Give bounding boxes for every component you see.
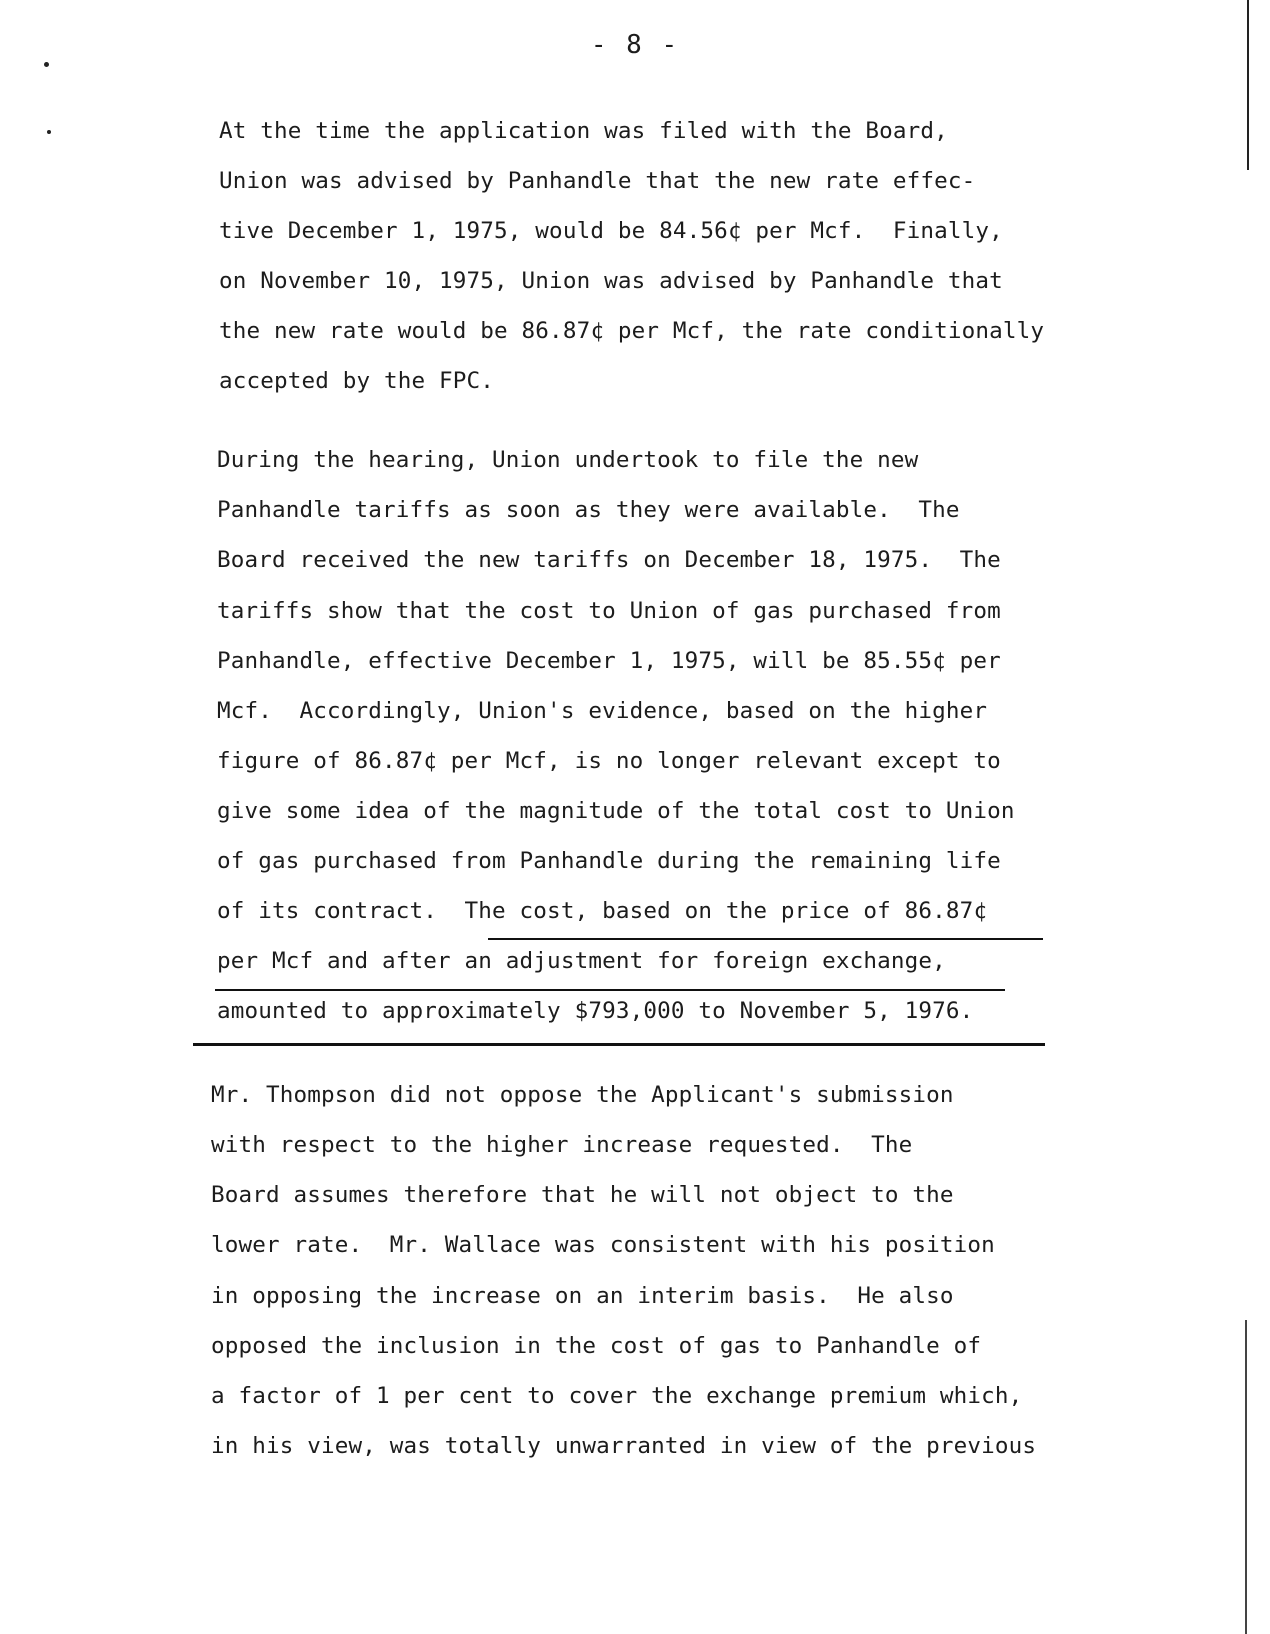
text-line: of its contract. The cost, based on the price of 86.87¢: [217, 898, 988, 924]
text-line: figure of 86.87¢ per Mcf, is no longer relevant except to: [217, 748, 1001, 774]
text-line: the new rate would be 86.87¢ per Mcf, the rate conditionally: [219, 318, 1045, 344]
text-line: Board received the new tariffs on December 18, 1975. The: [217, 547, 1001, 573]
page-number: - 8 -: [590, 30, 680, 60]
text-line: Panhandle tariffs as soon as they were available. The: [217, 497, 960, 523]
text-line: Mcf. Accordingly, Union's evidence, based on the higher: [217, 698, 988, 724]
page-edge-line: [1245, 1320, 1247, 1634]
margin-dot: [47, 130, 51, 134]
text-line: opposed the inclusion in the cost of gas to Panhandle of: [211, 1333, 982, 1359]
text-line: amounted to approximately $793,000 to November 5, 1976.: [217, 998, 974, 1024]
text-line: At the time the application was filed with the Board,: [219, 118, 948, 144]
text-line: of gas purchased from Panhandle during the remaining life: [217, 848, 1001, 874]
text-line: Mr. Thompson did not oppose the Applicant's submission: [211, 1082, 954, 1108]
text-line: on November 10, 1975, Union was advised by Panhandle that: [219, 268, 1003, 294]
text-line: accepted by the FPC.: [219, 368, 495, 394]
text-line: per Mcf and after an adjustment for foreign exchange,: [217, 948, 946, 974]
text-line: a factor of 1 per cent to cover the exchange premium which,: [211, 1383, 1023, 1409]
text-line: tive December 1, 1975, would be 84.56¢ per Mcf. Finally,: [219, 218, 1003, 244]
text-line: Board assumes therefore that he will not object to the: [211, 1182, 954, 1208]
text-line: tariffs show that the cost to Union of gas purchased from: [217, 598, 1001, 624]
underline-mark: [215, 989, 1005, 991]
text-line: in his view, was totally unwarranted in view of the previous: [211, 1433, 1037, 1459]
text-line: give some idea of the magnitude of the total cost to Union: [217, 798, 1015, 824]
margin-dot: [44, 62, 49, 67]
page-edge-line: [1247, 0, 1249, 170]
underline-mark: [488, 938, 1043, 940]
text-line: Panhandle, effective December 1, 1975, will be 85.55¢ per: [217, 648, 1001, 674]
text-line: lower rate. Mr. Wallace was consistent with his position: [211, 1232, 995, 1258]
text-line: During the hearing, Union undertook to file the new: [217, 447, 919, 473]
text-line: Union was advised by Panhandle that the new rate effec-: [219, 168, 976, 194]
text-line: with respect to the higher increase requested. The: [211, 1132, 913, 1158]
text-line: in opposing the increase on an interim basis. He also: [211, 1283, 954, 1309]
underline-mark: [193, 1043, 1045, 1046]
